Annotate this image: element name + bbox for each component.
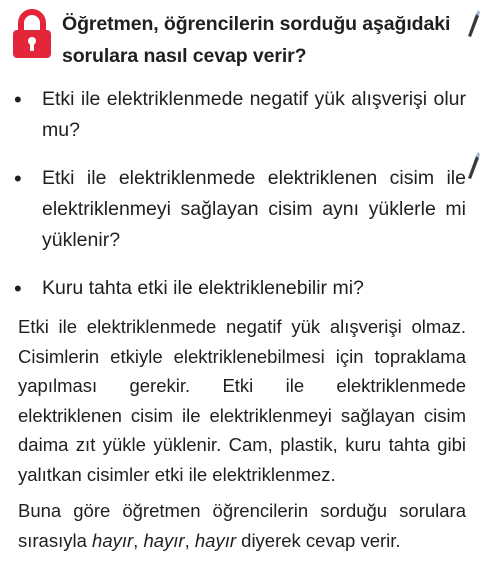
list-item <box>14 84 466 146</box>
conclusion-paragraph <box>18 496 466 555</box>
list-item <box>14 273 466 304</box>
answer-text: hayır <box>143 529 185 551</box>
conclusion-lead: Buna göre öğretmen öğrencilerin sorduğu sorulara sırasıyla <box>18 500 466 551</box>
list-item <box>14 163 466 256</box>
bullet-icon: • <box>14 166 22 191</box>
question-heading <box>10 8 472 72</box>
bullet-icon: • <box>14 276 22 301</box>
pencil-icon <box>466 10 480 38</box>
conclusion-tail: diyerek cevap verir. <box>236 529 401 551</box>
answer-text: hayır <box>92 529 134 551</box>
question-text: Etki ile elektriklenmede negatif yük alışverişi olur mu? <box>42 88 466 141</box>
question-text: Kuru tahta etki ile elektriklenebilir mi? <box>42 277 364 299</box>
answer-separator: , <box>184 529 195 551</box>
pencil-icon <box>466 152 480 180</box>
question-title: Öğretmen, öğrencilerin sorduğu aşağıdaki sorulara nasıl cevap verir? <box>62 13 451 67</box>
answer-separator: , <box>133 529 144 551</box>
explanation-paragraph: Etki ile elektriklenmede negatif yük alışverişi olmaz. Cisimlerin etkiyle elektriklenebilmesi için topraklama yapılması gerekir. Etki ile elektriklenmede elektriklenen cisim ile elektriklenmeyi sağlayan cisim daima zıt yükle yüklenir. Cam, plastik, kuru tahta gibi yalıtkan cisimler etki ile elektriklenmez. <box>18 316 466 485</box>
answer-text: hayır <box>194 529 237 551</box>
question-text: Etki ile elektriklenmede elektriklenen cisim ile elektriklenmeyi sağlayan cisim aynı yüklerle mi yüklenir? <box>42 167 466 251</box>
lock-icon <box>10 8 54 60</box>
bullet-icon: • <box>14 87 22 112</box>
question-list <box>14 84 466 321</box>
